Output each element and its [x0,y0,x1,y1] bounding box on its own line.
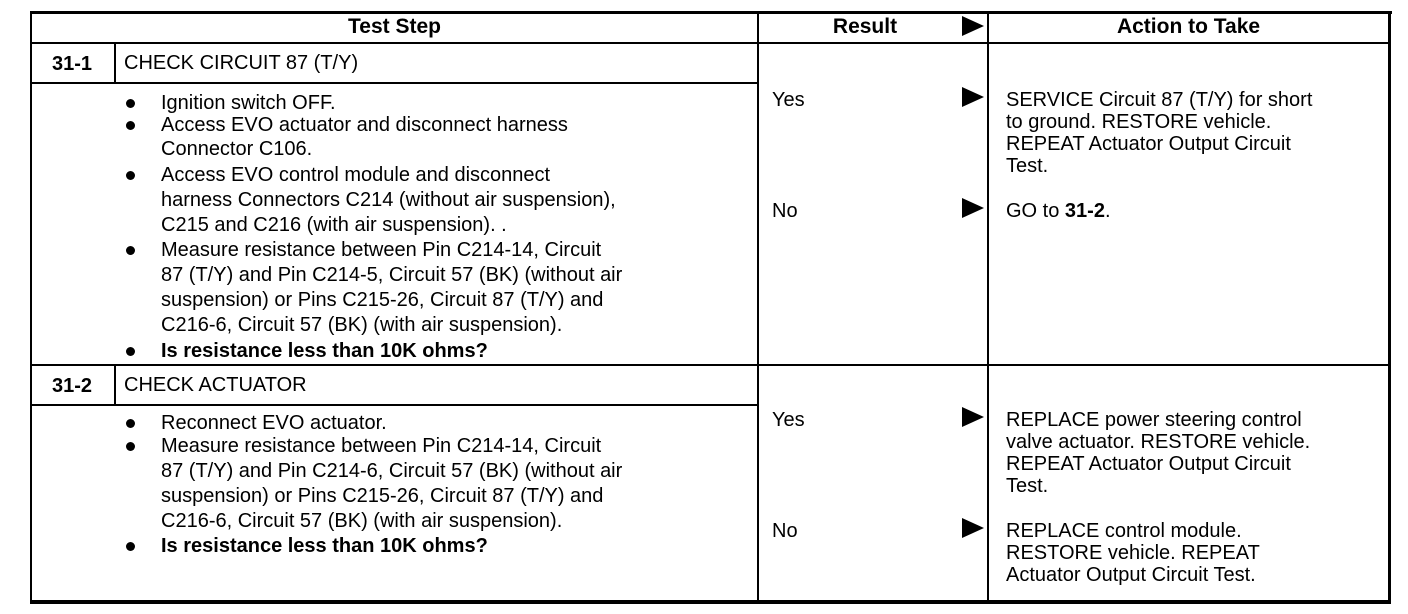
result-no: No [772,200,798,222]
step-2-title-divider [30,404,759,406]
table-border-right [1388,11,1391,603]
action-text: REPLACE control module. RESTORE vehicle. REPEAT Actuator Output Circuit Test. [1006,520,1260,586]
step-title: CHECK CIRCUIT 87 (T/Y) [124,52,359,74]
header-action: Action to Take [1116,15,1261,38]
table-border-left [30,11,32,603]
bullet-icon [126,419,135,428]
header-test-step: Test Step [348,15,441,38]
step-instruction: suspension) or Pins C215-26, Circuit 87 (T/Y) and [161,289,604,311]
header-result: Result [832,15,898,38]
step-instruction: 87 (T/Y) and Pin C214-5, Circuit 57 (BK) (without air [161,264,623,286]
bullet-icon [126,171,135,180]
goto-step-ref: 31-2 [1064,200,1105,222]
bullet-icon [126,246,135,255]
action-text: SERVICE Circuit 87 (T/Y) for short to ground. RESTORE vehicle. REPEAT Actuator Output Circuit Test. [1006,89,1313,177]
step-instruction: Measure resistance between Pin C214-14, Circuit [161,239,602,261]
column-divider-result [757,11,759,603]
header-divider [30,42,1391,44]
step-instruction: C216-6, Circuit 57 (BK) (with air suspension). [161,314,563,336]
header-arrow-icon [962,16,984,36]
bullet-icon [126,542,135,551]
result-yes: Yes [772,409,805,431]
step-instruction: Connector C106. [161,138,313,160]
action-text: GO to 31-2. [1006,200,1111,222]
bullet-icon [126,121,135,130]
step-instruction: 87 (T/Y) and Pin C214-6, Circuit 57 (BK) (without air [161,460,623,482]
step-instruction: harness Connectors C214 (without air suspension), [161,189,616,211]
step-1-id-divider [114,42,116,84]
step-instruction: Ignition switch OFF. [161,92,336,114]
step-instruction: C216-6, Circuit 57 (BK) (with air suspension). [161,510,563,532]
bullet-icon [126,99,135,108]
step-instruction: Reconnect EVO actuator. [161,412,387,434]
result-arrow-icon [962,407,984,427]
step-instruction: Measure resistance between Pin C214-14, Circuit [161,435,602,457]
result-no: No [772,520,798,542]
table-border-bottom [30,600,1391,604]
step-question: Is resistance less than 10K ohms? [161,340,488,362]
step-question: Is resistance less than 10K ohms? [161,535,488,557]
step-id: 31-2 [51,375,93,397]
step-2-id-divider [114,364,116,406]
step-instruction: C215 and C216 (with air suspension). . [161,214,507,236]
result-arrow-icon [962,518,984,538]
step-1-title-divider [30,82,759,84]
step-id: 31-1 [51,53,93,75]
row-divider [30,364,1391,366]
step-instruction: Access EVO control module and disconnect [161,164,551,186]
column-divider-action [987,11,989,603]
bullet-icon [126,442,135,451]
result-arrow-icon [962,198,984,218]
action-text: REPLACE power steering control valve actuator. RESTORE vehicle. REPEAT Actuator Output Circuit Test. [1006,409,1311,497]
result-yes: Yes [772,89,805,111]
bullet-icon [126,347,135,356]
step-instruction: Access EVO actuator and disconnect harness [161,114,568,136]
step-title: CHECK ACTUATOR [124,374,307,396]
step-instruction: suspension) or Pins C215-26, Circuit 87 (T/Y) and [161,485,604,507]
result-arrow-icon [962,87,984,107]
